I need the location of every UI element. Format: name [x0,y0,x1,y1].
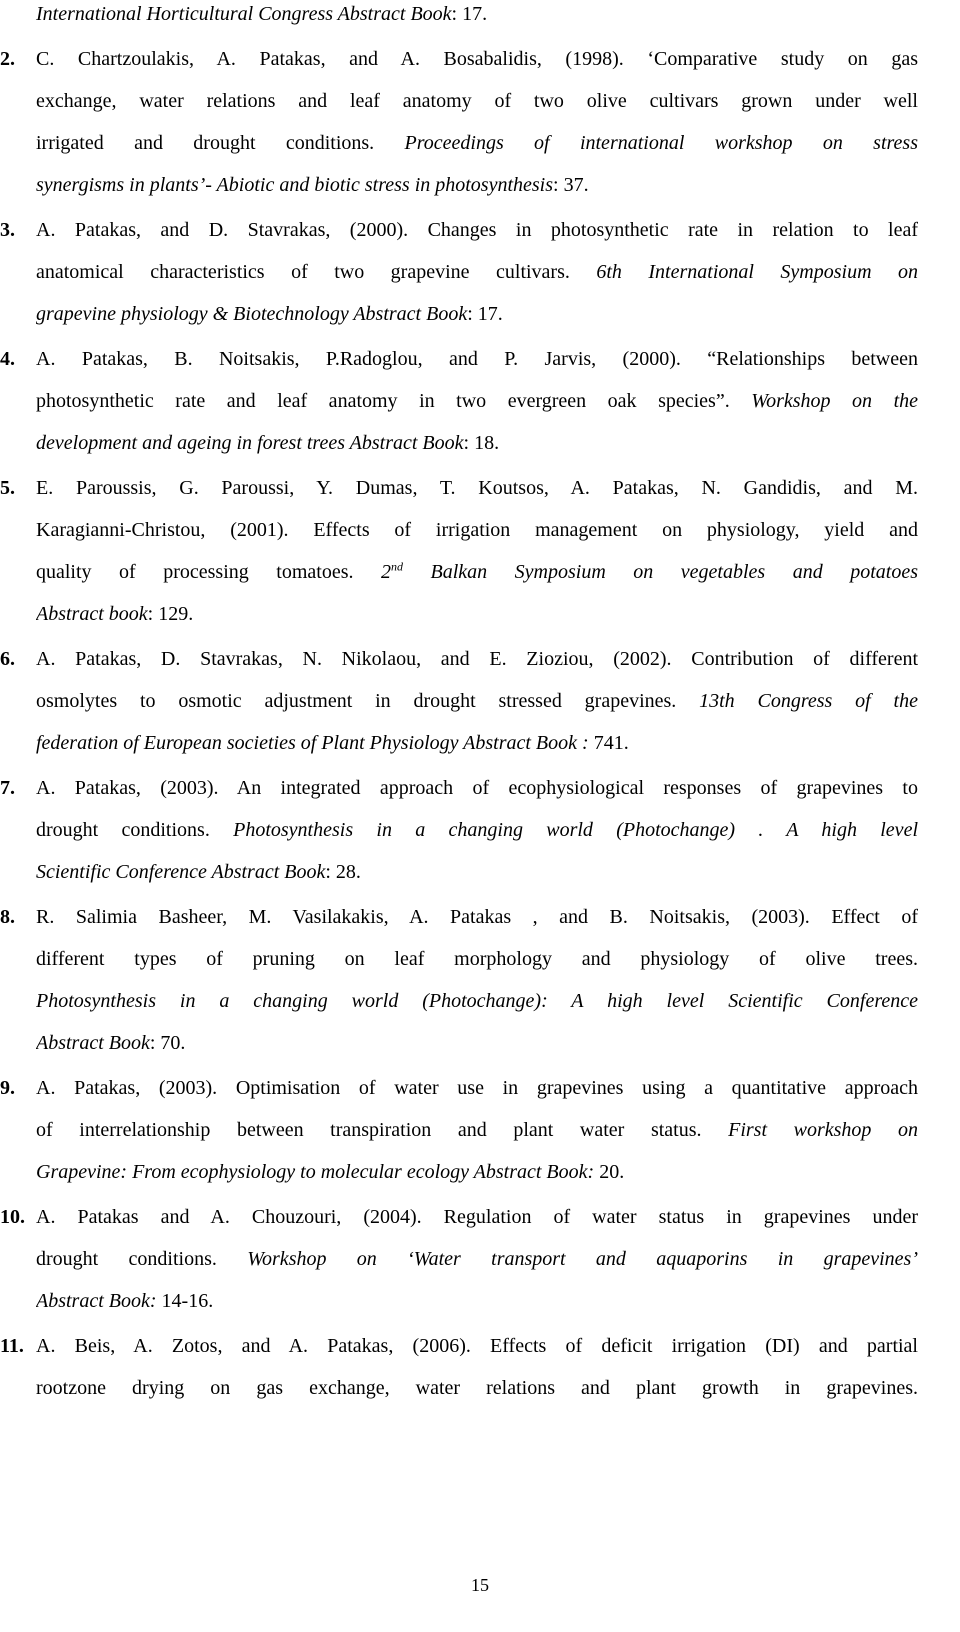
reference-number: 6. [0,648,15,670]
reference-line: Abstract Book: 70. [36,1032,186,1054]
reference-line: different types of pruning on leaf morphology and physiology of olive trees. [36,948,918,970]
reference-item-7 [0,767,918,893]
reference-line: synergisms in plants’- Abiotic and biotic stress in photosynthesis: 37. [36,174,589,196]
reference-number: 7. [0,777,15,799]
reference-item-8 [0,896,918,1064]
reference-line: Karagianni-Christou, (2001). Effects of irrigation management on physiology, yield and [36,519,918,541]
reference-line: exchange, water relations and leaf anatomy of two olive cultivars grown under well [36,90,918,112]
reference-number: 8. [0,906,15,928]
reference-line: A. Beis, A. Zotos, and A. Patakas, (2006). Effects of deficit irrigation (DI) and partial [36,1335,918,1357]
reference-line: Grapevine: From ecophysiology to molecular ecology Abstract Book: 20. [36,1161,625,1183]
reference-number: 4. [0,348,15,370]
reference-line: osmolytes to osmotic adjustment in drought stressed grapevines. 13th Congress of the [36,690,918,712]
reference-number: 5. [0,477,15,499]
reference-line: A. Patakas, (2003). Optimisation of water use in grapevines using a quantitative approach [36,1077,918,1099]
reference-item-2 [0,38,918,206]
reference-line: A. Patakas, D. Stavrakas, N. Nikolaou, and E. Zioziou, (2002). Contribution of different [36,648,918,670]
reference-item-4 [0,338,918,464]
reference-number: 11. [0,1335,24,1357]
reference-line: A. Patakas, and D. Stavrakas, (2000). Changes in photosynthetic rate in relation to leaf [36,219,918,241]
reference-line: quality of processing tomatoes. 2nd Balkan Symposium on vegetables and potatoes [36,559,918,583]
reference-line: of interrelationship between transpiration and plant water status. First workshop on [36,1119,918,1141]
reference-line: anatomical characteristics of two grapevine cultivars. 6th International Symposium on [36,261,918,283]
reference-item-10 [0,1196,918,1322]
reference-line: federation of European societies of Plant Physiology Abstract Book : 741. [36,732,629,754]
continued-reference-pages: : 17. [451,3,488,25]
reference-line: A. Patakas and A. Chouzouri, (2004). Regulation of water status in grapevines under [36,1206,918,1228]
reference-line: drought conditions. Workshop on ‘Water transport and aquaporins in grapevines’ [36,1248,918,1270]
reference-item-11 [0,1325,918,1409]
reference-number: 2. [0,48,15,70]
reference-line: A. Patakas, B. Noitsakis, P.Radoglou, and P. Jarvis, (2000). “Relationships between [36,348,918,370]
reference-item-6 [0,638,918,764]
reference-line: photosynthetic rate and leaf anatomy in two evergreen oak species”. Workshop on the [36,390,918,412]
reference-line: Scientific Conference Abstract Book: 28. [36,861,361,883]
reference-item-3 [0,209,918,335]
reference-number: 3. [0,219,15,241]
reference-line: irrigated and drought conditions. Proceedings of international workshop on stress [36,132,918,154]
reference-line: grapevine physiology & Biotechnology Abstract Book: 17. [36,303,503,325]
reference-line: Photosynthesis in a changing world (Photochange): A high level Scientific Conference [36,990,918,1012]
continued-reference-title: International Horticultural Congress Abstract Book [36,3,452,25]
reference-line: rootzone drying on gas exchange, water relations and plant growth in grapevines. [36,1377,918,1399]
reference-line: R. Salimia Basheer, M. Vasilakakis, A. Patakas , and B. Noitsakis, (2003). Effect of [36,906,918,928]
reference-number: 10. [0,1206,25,1228]
reference-line: drought conditions. Photosynthesis in a changing world (Photochange) . A high level [36,819,918,841]
reference-line: Abstract book: 129. [36,603,194,625]
reference-line: C. Chartzoulakis, A. Patakas, and A. Bosabalidis, (1998). ‘Comparative study on gas [36,48,918,70]
reference-number: 9. [0,1077,15,1099]
reference-line: Abstract Book: 14-16. [36,1290,214,1312]
reference-line: E. Paroussis, G. Paroussi, Y. Dumas, T. Koutsos, A. Patakas, N. Gandidis, and M. [36,477,918,499]
page-number: 15 [471,1575,489,1595]
reference-line: development and ageing in forest trees Abstract Book: 18. [36,432,500,454]
reference-item-9 [0,1067,918,1193]
reference-item-5 [0,467,918,635]
continued-reference-line [36,0,918,35]
reference-line: A. Patakas, (2003). An integrated approach of ecophysiological responses of grapevines to [36,777,918,799]
